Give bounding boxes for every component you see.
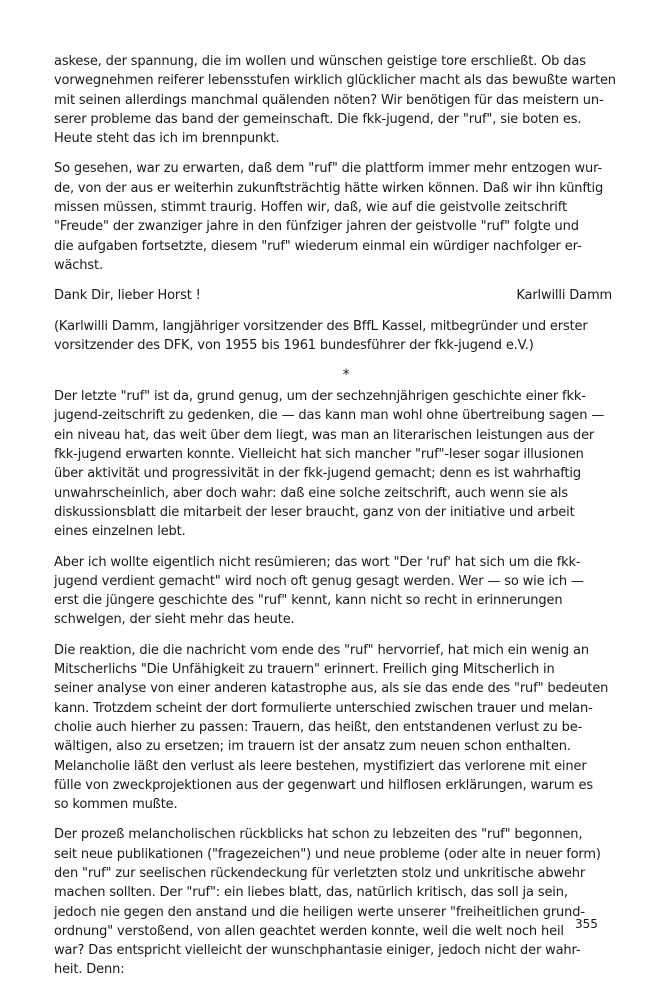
- paragraph: [54, 387, 614, 541]
- paragraph-spacer: [54, 306, 614, 317]
- text-line: kann. Trotzdem scheint der dort formulierte unterschied zwischen trauer und melan-: [54, 700, 593, 716]
- text-line: seiner analyse von einer anderen katastrophe aus, als sie das ende des "ruf" bedeuten: [54, 681, 609, 697]
- text-line: schwelgen, der sieht mehr das heute.: [54, 612, 295, 628]
- signature-greeting: Dank Dir, lieber Horst !: [54, 288, 201, 304]
- section-separator: *: [342, 367, 350, 384]
- text-line: jedoch nie gegen den anstand und die heiligen werte unserer "freiheitlichen grund-: [54, 904, 585, 920]
- text-line: mit seinen allerdings manchmal quälenden nöten? Wir benötigen für das meistern un-: [54, 92, 604, 108]
- text-line: ordnung" verstoßend, von allen geachtet werden konnte, weil die welt noch heil: [54, 923, 564, 939]
- text-line: (Karlwilli Damm, langjähriger vorsitzender des BffL Kassel, mitbegründer und erster: [54, 318, 588, 334]
- paragraph: [54, 52, 614, 148]
- paragraph-spacer: [54, 148, 614, 159]
- text-line: Der letzte "ruf" ist da, grund genug, um der sechzehnjährigen geschichte einer fkk-: [54, 389, 586, 405]
- text-line: machen sollten. Der "ruf": ein liebes blatt, das, natürlich kritisch, das soll ja sein,: [54, 885, 568, 901]
- text-line: fülle von zweckprojektionen aus der gegenwart und hilflosen erklärungen, warum es: [54, 777, 593, 793]
- paragraph-spacer: [54, 355, 614, 366]
- text-line: erst die jüngere geschichte des "ruf" kennt, kann nicht so recht in erinnerungen: [54, 593, 563, 609]
- text-line: seit neue publikationen ("fragezeichen") und neue probleme (oder alte in neuer form): [54, 846, 601, 862]
- text-line: de, von der aus er weiterhin zukunftsträchtig hätte wirken können. Daß wir ihn künftig: [54, 180, 604, 196]
- paragraph: [54, 641, 614, 815]
- text-line: Heute steht das ich im brennpunkt.: [54, 131, 280, 147]
- paragraph: [54, 553, 614, 630]
- signature-line: [54, 286, 614, 305]
- text-line: vorwegnehmen reiferer lebensstufen wirklich glücklicher macht als das bewußte warten: [54, 73, 616, 89]
- text-line: jugend-zeitschrift zu gedenken, die — das kann man wohl ohne übertreibung sagen —: [54, 408, 605, 424]
- text-line: eines einzelnen lebt.: [54, 524, 186, 540]
- paragraph-spacer: [54, 630, 614, 641]
- text-line: diskussionsblatt die mitarbeit der leser braucht, ganz von der initiative und arbeit: [54, 504, 575, 520]
- paragraph: [54, 825, 614, 979]
- text-line: vorsitzender des DFK, von 1955 bis 1961 bundesführer der fkk-jugend e.V.): [54, 337, 534, 353]
- paragraph: [54, 159, 614, 275]
- page-number: 355: [575, 917, 598, 931]
- text-line: So gesehen, war zu erwarten, daß dem "ruf" die plattform immer mehr entzogen wur-: [54, 161, 603, 177]
- text-line: missen müssen, stimmt traurig. Hoffen wir, daß, wie auf die geistvolle zeitschrift: [54, 200, 567, 216]
- text-line: "Freude" der zwanziger jahre in den fünfziger jahren der geistvolle "ruf" folgte und: [54, 219, 579, 235]
- text-line: askese, der spannung, die im wollen und wünschen geistige tore erschließt. Ob das: [54, 54, 586, 69]
- text-line: wältigen, also zu ersetzen; im trauern ist der ansatz zum neuen schon enthalten.: [54, 739, 571, 755]
- text-line: Aber ich wollte eigentlich nicht resümieren; das wort "Der 'ruf' hat sich um die fkk-: [54, 554, 581, 570]
- text-line: serer probleme das band der gemeinschaft. Die fkk-jugend, der "ruf", sie boten es.: [54, 111, 582, 127]
- text-line: wächst.: [54, 257, 103, 273]
- paragraph-spacer: [54, 275, 614, 286]
- text-line: cholie auch hierher zu passen: Trauern, das heißt, den entstandenen verlust zu be-: [54, 719, 583, 735]
- signature-author: Karlwilli Damm: [516, 288, 612, 304]
- text-line: Die reaktion, die die nachricht vom ende des "ruf" hervorrief, hat mich ein wenig an: [54, 642, 589, 658]
- text-line: fkk-jugend erwarten konnte. Vielleicht hat sich mancher "ruf"-leser sogar illusionen: [54, 447, 584, 463]
- text-line: über aktivität und progressivität in der fkk-jugend gemacht; denn es ist wahrhaftig: [54, 466, 581, 482]
- text-line: Der prozeß melancholischen rückblicks hat schon zu lebzeiten des "ruf" begonnen,: [54, 827, 583, 843]
- text-line: ein niveau hat, das weit über dem liegt, was man an literarischen leistungen aus der: [54, 427, 595, 443]
- text-line: Melancholie läßt den verlust als leere bestehen, mystifiziert das verlorene mit einer: [54, 758, 587, 774]
- author-note: [54, 317, 614, 356]
- text-line: Mitscherlichs "Die Unfähigkeit zu trauern" erinnert. Freilich ging Mitscherlich in: [54, 662, 555, 678]
- text-line: heit. Denn:: [54, 962, 125, 978]
- paragraph-spacer: [54, 814, 614, 825]
- text-line: so kommen mußte.: [54, 797, 178, 813]
- paragraph-spacer: [54, 542, 614, 553]
- text-line: unwahrscheinlich, aber doch wahr: daß eine solche zeitschrift, auch wenn sie als: [54, 485, 568, 501]
- text-line: die aufgaben fortsetzte, diesem "ruf" wiederum einmal ein würdiger nachfolger er-: [54, 238, 582, 254]
- text-line: war? Das entspricht vielleicht der wunschphantasie einiger, jedoch nicht der wahr-: [54, 943, 581, 959]
- text-line: den "ruf" zur seelischen rückendeckung für verletzten stolz und unkritische abwehr: [54, 865, 586, 881]
- text-line: jugend verdient gemacht" wird noch oft genug gesagt werden. Wer — so wie ich —: [54, 573, 584, 589]
- page-body: [54, 52, 614, 980]
